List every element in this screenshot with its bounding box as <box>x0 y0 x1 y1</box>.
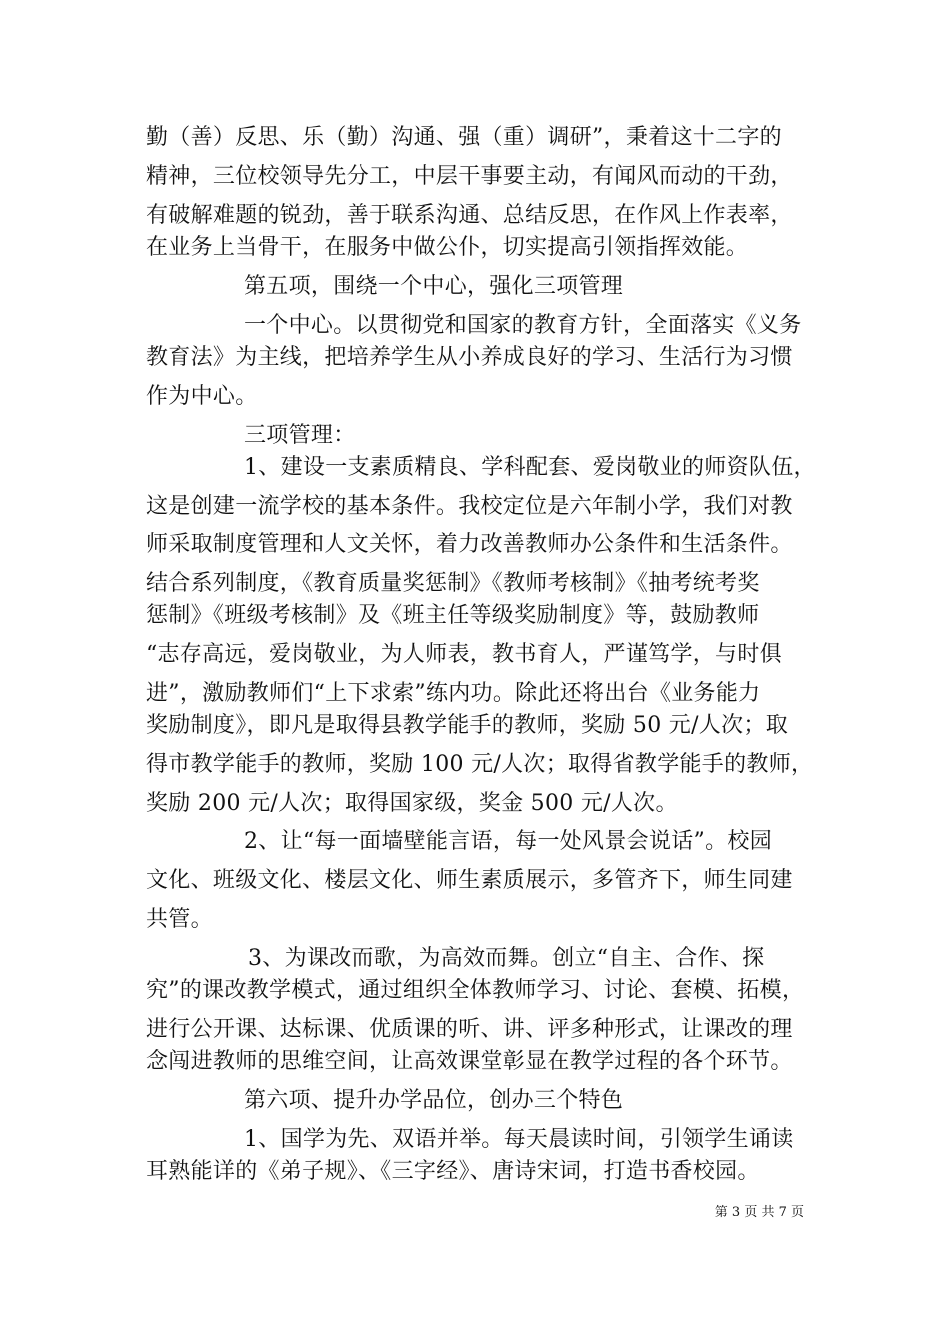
text-line-29: 耳熟能详的《弟子规》、《三字经》、唐诗宋词，打造书香校园。 <box>146 1159 760 1184</box>
text-line-4: 在业务上当骨干，在服务中做公仆，切实提高引领指挥效能。 <box>146 235 749 260</box>
text-line-11: 这是创建一流学校的基本条件。我校定位是六年制小学，我们对教 <box>146 494 793 519</box>
text-line-9: 三项管理： <box>244 423 356 448</box>
text-line-22: 共管。 <box>146 907 213 932</box>
text-line-14: 惩制》《班级考核制》及《班主任等级奖励制度》等，鼓励教师 <box>146 603 760 628</box>
text-line-17: 奖励制度》，即凡是取得县教学能手的教师，奖励 50 元/人次；取 <box>146 713 788 738</box>
text-line-10: 1、建设一支素质精良、学科配套、爱岗敬业的师资队伍， <box>244 455 816 480</box>
text-line-19: 奖励 200 元/人次；取得国家级，奖金 500 元/人次。 <box>146 791 678 816</box>
text-line-2: 精神，三位校领导先分工，中层干事要主动，有闻风而动的干劲， <box>146 164 793 189</box>
text-line-24: 究”的课改教学模式，通过组织全体教师学习、讨论、套模、拓模， <box>146 978 805 1003</box>
page-number-footer: 第 3 页 共 7 页 <box>714 1205 804 1220</box>
text-line-13: 结合系列制度，《教育质量奖惩制》《教师考核制》《抽考统考奖 <box>146 571 760 596</box>
text-line-21: 文化、班级文化、楼层文化、师生素质展示，多管齐下，师生同建 <box>146 868 793 893</box>
text-line-6: 一个中心。以贯彻党和国家的教育方针，全面落实《义务 <box>244 313 802 338</box>
text-line-3: 有破解难题的锐劲，善于联系沟通、总结反思，在作风上作表率， <box>146 203 793 228</box>
section-heading-5: 第五项，围绕一个中心，强化三项管理 <box>244 274 624 299</box>
text-line-8: 作为中心。 <box>146 384 258 409</box>
text-line-26: 念闯进教师的思维空间，让高效课堂彰显在教学过程的各个环节。 <box>146 1049 793 1074</box>
text-line-15: “志存高远，爱岗敬业，为人师表，教书育人，严谨笃学，与时俱 <box>146 642 782 667</box>
text-line-25: 进行公开课、达标课、优质课的听、讲、评多种形式，让课改的理 <box>146 1017 793 1042</box>
text-line-1: 勤（善）反思、乐（勤）沟通、强（重）调研”，秉着这十二字的 <box>146 125 782 150</box>
text-line-28: 1、国学为先、双语并举。每天晨读时间，引领学生诵读 <box>244 1127 794 1152</box>
text-line-23: 3、为课改而歌，为高效而舞。创立“自主、合作、探 <box>248 946 765 971</box>
text-line-12: 师采取制度管理和人文关怀，着力改善教师办公条件和生活条件。 <box>146 532 793 557</box>
text-line-7: 教育法》为主线，把培养学生从小养成良好的学习、生活行为习惯 <box>146 345 793 370</box>
text-line-18: 得市教学能手的教师，奖励 100 元/人次；取得省教学能手的教师， <box>146 752 814 777</box>
text-line-20: 2、让“每一面墙壁能言语，每一处风景会说话”。校园 <box>244 829 772 854</box>
section-heading-27: 第六项、提升办学品位，创办三个特色 <box>244 1088 624 1113</box>
text-line-16: 进”，激励教师们“上下求索”练内功。除此还将出台《业务能力 <box>146 681 761 706</box>
